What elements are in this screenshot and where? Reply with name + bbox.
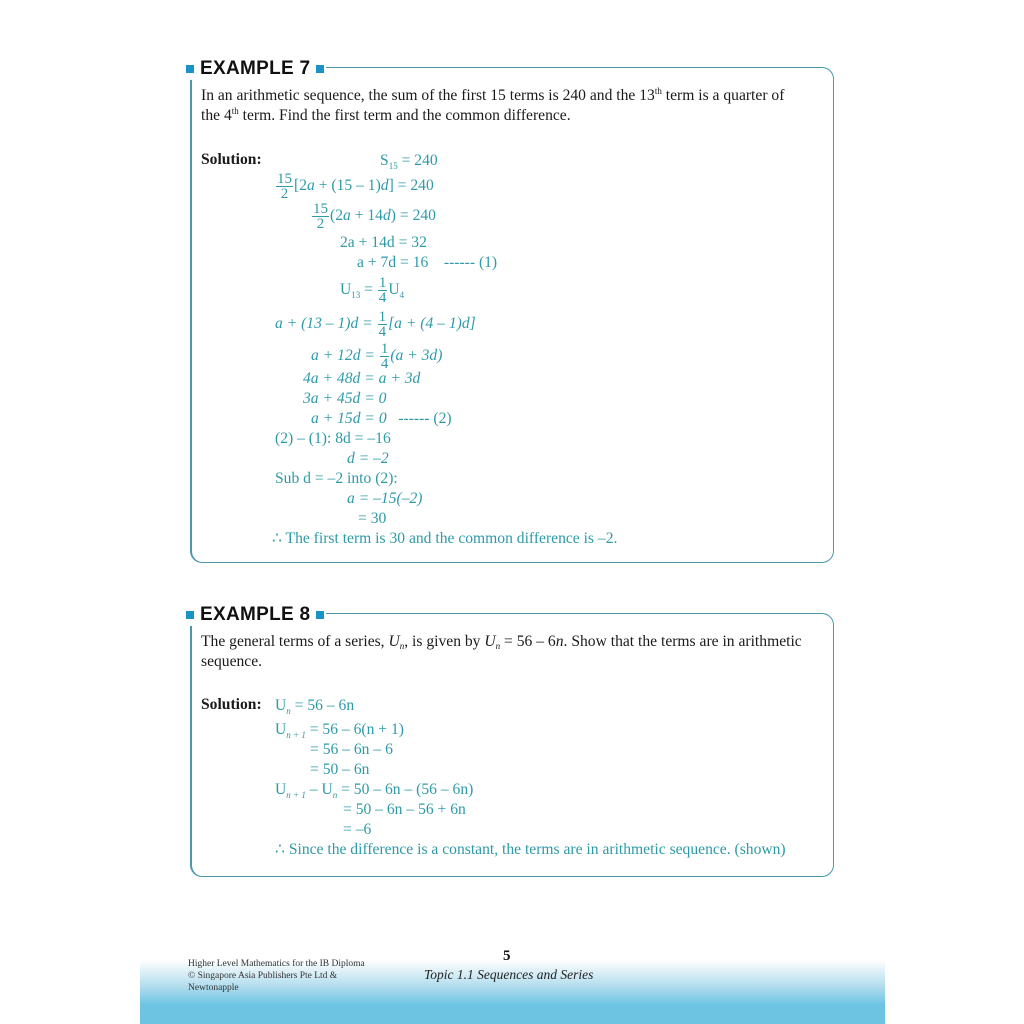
question-text: The general terms of a series, xyxy=(201,633,389,650)
example-7-solution-label: Solution: xyxy=(201,151,262,168)
math-text: [2 xyxy=(294,177,307,195)
denominator: 4 xyxy=(378,324,387,340)
question-text: , is given by xyxy=(404,633,485,650)
math-text: a + 15d = 0 xyxy=(311,410,387,427)
math-line xyxy=(275,720,404,740)
math-line xyxy=(380,151,438,171)
math-text: – U xyxy=(305,781,333,798)
question-text: the 4 xyxy=(201,107,232,124)
math-line xyxy=(340,276,404,305)
math-line: = 56 – 6n – 6 xyxy=(310,741,393,758)
math-text: U xyxy=(388,281,400,299)
example-7-header xyxy=(186,58,326,80)
question-superscript: th xyxy=(654,86,662,96)
math-subscript: 4 xyxy=(399,290,405,301)
bullet-square-icon xyxy=(316,611,324,619)
numerator: 15 xyxy=(313,201,328,217)
math-line xyxy=(347,449,389,469)
math-var: a xyxy=(307,177,315,195)
math-subscript: n + 1 xyxy=(286,790,306,800)
question-subscript: n xyxy=(399,641,405,651)
math-text: U xyxy=(340,281,352,299)
question-text: In an arithmetic sequence, the sum of the first 15 terms is 240 and the 13 xyxy=(201,87,655,104)
math-line xyxy=(311,202,436,231)
math-text: + (15 – 1) xyxy=(314,177,381,195)
math-line xyxy=(357,253,497,273)
conclusion-line: ∴ Since the difference is a constant, the terms are in arithmetic sequence. (shown) xyxy=(275,841,786,858)
example-7-title: EXAMPLE 7 xyxy=(200,58,311,79)
math-line xyxy=(303,369,420,389)
fraction xyxy=(380,342,390,371)
bullet-square-icon xyxy=(186,611,194,619)
denominator: 2 xyxy=(280,186,289,202)
math-subscript: 13 xyxy=(351,290,361,301)
denominator: 4 xyxy=(378,290,387,306)
math-var: d xyxy=(380,177,389,195)
numerator: 1 xyxy=(380,341,389,357)
math-line xyxy=(275,780,473,800)
math-text: + 14 xyxy=(350,207,383,225)
math-subscript: 15 xyxy=(388,161,398,171)
question-var: U xyxy=(388,633,400,650)
question-subscript: n xyxy=(495,641,501,651)
example-7-question xyxy=(201,86,831,126)
denominator: 2 xyxy=(316,216,325,232)
fraction xyxy=(276,172,293,201)
math-text: d = –2 xyxy=(347,450,389,467)
numerator: 1 xyxy=(378,275,387,291)
math-text: a + 7d = 16 xyxy=(357,254,429,271)
math-line xyxy=(275,310,476,339)
math-text: a = –15(–2) xyxy=(347,490,423,507)
math-line xyxy=(303,389,386,409)
math-text: U xyxy=(275,781,287,798)
example-8-question xyxy=(201,632,831,672)
math-text: ) = 240 xyxy=(390,207,436,225)
math-text: ] = 240 xyxy=(388,177,434,195)
math-text: S xyxy=(380,152,389,169)
math-subscript: n + 1 xyxy=(286,730,306,740)
example-8-solution-label: Solution: xyxy=(201,696,262,713)
question-text: sequence. xyxy=(201,653,263,670)
math-text: a + 12d = xyxy=(311,347,379,365)
math-line: = 50 – 6n xyxy=(310,761,370,778)
math-text: 4a + 48d = a + 3d xyxy=(303,370,421,387)
math-var: a xyxy=(343,207,351,225)
math-line: = 50 – 6n – 56 + 6n xyxy=(343,801,466,818)
math-text: a + (13 – 1)d = xyxy=(275,315,377,333)
equation-tag: ------ (1) xyxy=(443,254,498,271)
fraction xyxy=(378,310,388,339)
math-line xyxy=(275,696,354,716)
question-text: term is a quarter of xyxy=(661,87,785,104)
question-superscript: th xyxy=(231,106,239,116)
book-title: Higher Level Mathematics for the IB Diploma xyxy=(188,959,365,969)
math-line: = –6 xyxy=(343,821,372,838)
fraction xyxy=(312,202,329,231)
publisher-partner: Newtonapple xyxy=(188,983,239,993)
footer-book-info xyxy=(188,958,365,994)
topic-title: Topic 1.1 Sequences and Series xyxy=(424,967,594,982)
math-text: U xyxy=(275,721,287,738)
math-line xyxy=(347,489,423,509)
bullet-square-icon xyxy=(316,65,324,73)
math-text: [a + (4 – 1)d] xyxy=(388,315,476,333)
math-text: U xyxy=(275,697,287,714)
math-text: = 56 – 6n xyxy=(290,697,355,714)
numerator: 1 xyxy=(378,309,387,325)
question-text: . Show that the terms are in arithmetic xyxy=(563,633,802,650)
question-var: U xyxy=(484,633,496,650)
math-line: 2a + 14d = 32 xyxy=(340,234,427,251)
math-subscript: n xyxy=(286,706,291,716)
question-text: = 56 – 6 xyxy=(500,633,556,650)
conclusion-line: ∴ The first term is 30 and the common difference is –2. xyxy=(272,530,618,547)
math-line xyxy=(275,172,434,201)
bullet-square-icon xyxy=(186,65,194,73)
math-line xyxy=(311,342,442,371)
math-line: (2) – (1): 8d = –16 xyxy=(275,430,391,447)
question-text: term. Find the first term and the common difference. xyxy=(238,107,571,124)
math-subscript: n xyxy=(332,790,338,800)
math-var: d xyxy=(382,207,391,225)
math-line: = 30 xyxy=(358,510,387,527)
numerator: 15 xyxy=(277,171,292,187)
question-var: n xyxy=(555,633,564,650)
math-text: (2 xyxy=(330,207,343,225)
page-number: 5 xyxy=(503,948,511,964)
math-text: = xyxy=(360,281,377,299)
example-8-title: EXAMPLE 8 xyxy=(200,604,311,625)
equation-tag: ------ (2) xyxy=(398,410,452,427)
math-text: 3a + 45d = 0 xyxy=(303,390,387,407)
math-text: = 240 xyxy=(397,152,438,169)
math-line xyxy=(311,409,452,429)
fraction xyxy=(378,276,388,305)
math-line: Sub d = –2 into (2): xyxy=(275,470,398,487)
math-text: (a + 3d) xyxy=(390,347,443,365)
math-text: = 56 – 6(n + 1) xyxy=(305,721,404,738)
example-8-header xyxy=(186,604,326,626)
denominator: 4 xyxy=(380,356,389,372)
publisher: © Singapore Asia Publishers Pte Ltd & xyxy=(188,971,338,981)
math-text: = 50 – 6n – (56 – 6n) xyxy=(337,781,474,798)
